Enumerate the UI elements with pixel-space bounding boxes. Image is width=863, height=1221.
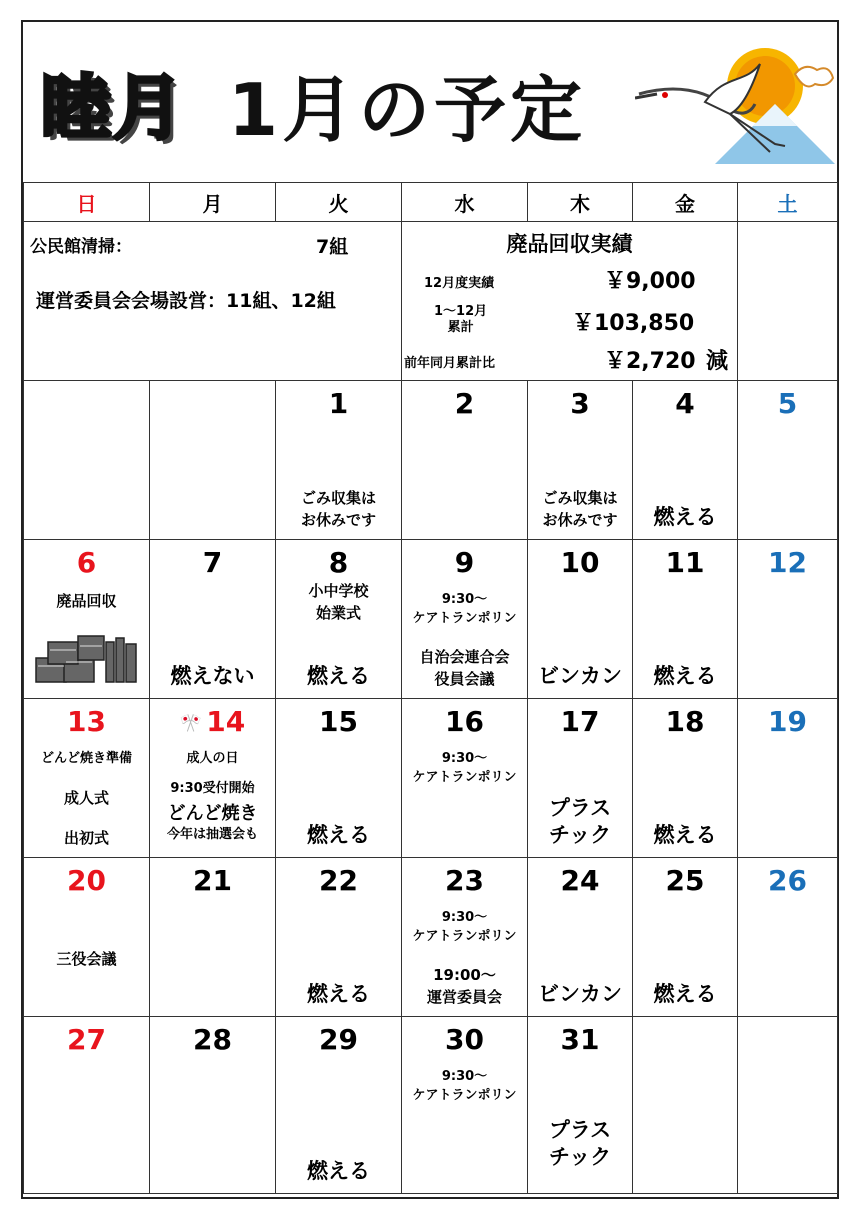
day-number: 16 <box>445 705 484 738</box>
empty-cell <box>150 381 276 540</box>
cleaning-label: 公民館清掃： <box>30 237 132 257</box>
day-cell <box>528 699 633 858</box>
event-text: 自治会連合会 <box>419 648 510 666</box>
recycling-row-value: ￥9,000 <box>604 269 696 294</box>
day-cell <box>402 381 528 540</box>
empty-cell <box>738 222 838 381</box>
event-time: 9:30～ <box>441 751 488 766</box>
day-cell <box>528 858 633 1017</box>
recycling-row-suffix: 減 <box>706 349 729 374</box>
recycling-row-label: 累計 <box>447 320 474 335</box>
garbage-plastic: チック <box>548 1145 612 1169</box>
day-number: 10 <box>560 546 600 579</box>
weekday-saturday: 土 <box>738 183 838 222</box>
day-number: 4 <box>675 387 695 420</box>
day-cell <box>528 381 633 540</box>
event-text: 今年は抽選会も <box>166 827 258 842</box>
day-cell <box>633 540 738 699</box>
day-number: 23 <box>445 864 484 897</box>
day-cell <box>402 858 528 1017</box>
day-cell <box>738 699 838 858</box>
day-number: 28 <box>193 1023 232 1056</box>
event-text: ケアトランポリン <box>412 770 517 785</box>
day-number: 5 <box>777 387 798 420</box>
day-number <box>150 705 275 738</box>
garbage-burnable: 燃える <box>307 1159 370 1183</box>
day-cell <box>276 540 402 699</box>
garbage-burnable: 燃える <box>653 505 717 529</box>
day-number: 19 <box>768 705 807 738</box>
weekday-tuesday: 火 <box>276 183 402 222</box>
day-number: 15 <box>319 705 358 738</box>
week-row <box>24 381 838 540</box>
garbage-plastic: プラス <box>548 1118 612 1142</box>
event-time: 9:30～ <box>441 592 488 607</box>
day-number: 1 <box>328 387 349 420</box>
garbage-burnable: 燃える <box>307 823 370 847</box>
week-row <box>24 858 838 1017</box>
empty-cell <box>24 381 150 540</box>
recycling-row-value: ￥103,850 <box>572 311 695 336</box>
empty-cell <box>738 1017 838 1194</box>
day-cell <box>150 699 276 858</box>
day-number: 22 <box>319 864 358 897</box>
day-cell <box>24 1017 150 1194</box>
day-number: 8 <box>328 546 349 579</box>
event-text: 廃品回収 <box>56 592 117 610</box>
day-cell <box>738 858 838 1017</box>
day-cell <box>402 540 528 699</box>
garbage-bottles: ビンカン <box>538 664 622 688</box>
recycling-row-label: 前年同月累計比 <box>404 356 496 371</box>
day-cell <box>738 540 838 699</box>
notice-row <box>24 222 838 381</box>
recycling-results-cell <box>402 222 738 381</box>
day-number: 18 <box>665 705 705 738</box>
garbage-burnable: 燃える <box>653 823 717 847</box>
garbage-burnable: 燃える <box>653 982 717 1006</box>
event-text: 始業式 <box>315 604 361 622</box>
day-number: 26 <box>768 864 807 897</box>
cleaning-group: 7組 <box>316 236 349 258</box>
day-cell <box>633 858 738 1017</box>
day-cell <box>276 699 402 858</box>
garbage-bottles: ビンカン <box>538 982 622 1006</box>
event-time: 9:30～ <box>441 1069 488 1084</box>
event-note <box>276 487 401 531</box>
recycling-row-label: 12月度実績 <box>424 276 495 291</box>
crane-sunrise-icon <box>635 34 835 174</box>
day-number: 13 <box>67 705 106 738</box>
week-row <box>24 540 838 699</box>
month-name-title: 睦月 <box>41 67 185 149</box>
event-text: 小中学校 <box>308 582 369 600</box>
event-text: ケアトランポリン <box>412 1088 517 1103</box>
day-cell <box>528 540 633 699</box>
day-number: 2 <box>454 387 475 420</box>
week-row <box>24 699 838 858</box>
event-time: 19:00～ <box>433 966 496 984</box>
calendar-header <box>23 22 837 183</box>
garbage-burnable: 燃える <box>307 664 370 688</box>
recycling-row-label: 1～12月 <box>434 304 488 319</box>
day-cell <box>150 858 276 1017</box>
setup-assignment: 運営委員会会場設営：11組、12組 <box>36 290 336 312</box>
day-cell <box>24 540 150 699</box>
event-time: 9:30～ <box>441 910 488 925</box>
day-number: 25 <box>665 864 705 897</box>
day-cell <box>633 381 738 540</box>
day-cell <box>633 699 738 858</box>
garbage-burnable: 燃える <box>307 982 370 1006</box>
day-number: 3 <box>570 387 590 420</box>
recycling-title: 廃品回収実績 <box>506 232 633 256</box>
day-number: 12 <box>768 546 807 579</box>
recycling-row-value: ￥2,720 <box>604 349 696 374</box>
day-number: 6 <box>76 546 97 579</box>
event-text: どんど焼き <box>167 803 258 824</box>
weekday-sunday: 日 <box>24 183 150 222</box>
day-number-value: 14 <box>206 705 246 738</box>
weekday-friday: 金 <box>633 183 738 222</box>
day-number: 27 <box>67 1023 106 1056</box>
day-cell <box>150 540 276 699</box>
day-number: 30 <box>445 1023 484 1056</box>
event-text: 役員会議 <box>434 670 495 688</box>
event-text: ごみ収集は <box>542 489 618 507</box>
event-text: 成人式 <box>63 789 109 807</box>
day-number: 24 <box>560 864 600 897</box>
day-cell <box>402 1017 528 1194</box>
day-number: 21 <box>193 864 232 897</box>
day-cell <box>738 381 838 540</box>
day-cell <box>24 858 150 1017</box>
day-cell <box>150 1017 276 1194</box>
day-cell <box>24 699 150 858</box>
day-number: 7 <box>202 546 223 579</box>
event-text: 三役会議 <box>56 950 117 968</box>
day-number: 17 <box>560 705 600 738</box>
calendar-frame <box>21 20 839 1199</box>
garbage-burnable: 燃える <box>653 664 717 688</box>
garbage-plastic: チック <box>548 823 612 847</box>
event-text: 運営委員会 <box>426 988 502 1006</box>
event-text: ケアトランポリン <box>412 611 517 626</box>
weekday-header-row <box>24 183 838 222</box>
event-text: ケアトランポリン <box>412 929 517 944</box>
event-time: 9:30受付開始 <box>170 781 255 796</box>
calendar-grid <box>23 182 837 1194</box>
week-row <box>24 1017 838 1194</box>
notice-cell <box>24 222 402 381</box>
event-text: お休みです <box>542 511 618 529</box>
garbage-plastic: プラス <box>548 796 612 820</box>
day-number: 29 <box>319 1023 358 1056</box>
day-number: 31 <box>560 1023 600 1056</box>
day-cell <box>402 699 528 858</box>
event-text: お休みです <box>300 511 376 529</box>
weekday-monday: 月 <box>150 183 276 222</box>
day-cell <box>528 1017 633 1194</box>
event-text: 成人の日 <box>186 751 239 766</box>
event-text: どんど焼き準備 <box>40 751 132 766</box>
day-cell <box>276 1017 402 1194</box>
newspaper-bundle-icon <box>34 628 140 686</box>
day-number: 11 <box>665 546 705 579</box>
event-text: 出初式 <box>63 829 109 847</box>
day-cell <box>276 858 402 1017</box>
page-title: 1月の予定 <box>228 68 587 152</box>
day-number: 9 <box>454 546 475 579</box>
day-number: 20 <box>67 864 106 897</box>
day-cell <box>276 381 402 540</box>
garbage-nonburnable: 燃えない <box>170 664 255 688</box>
crossed-flags-icon: 🎌 <box>179 712 203 734</box>
event-note <box>528 487 632 531</box>
event-text: ごみ収集は <box>300 489 376 507</box>
empty-cell <box>633 1017 738 1194</box>
weekday-thursday: 木 <box>528 183 633 222</box>
weekday-wednesday: 水 <box>402 183 528 222</box>
